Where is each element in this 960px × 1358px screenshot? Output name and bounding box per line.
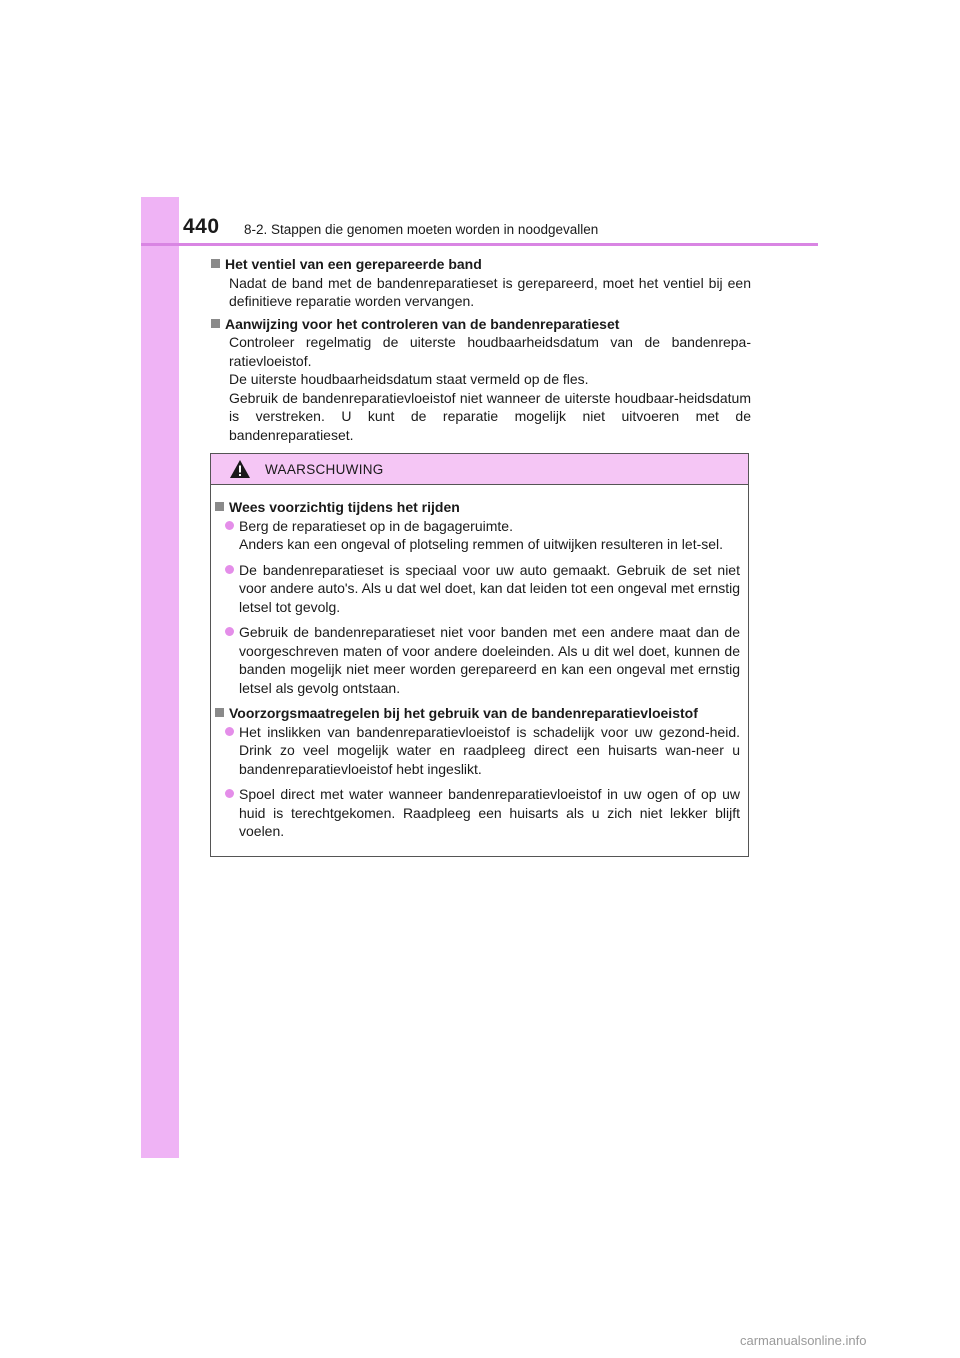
- dot-bullet-icon: [225, 727, 234, 736]
- warning-section-driving: [215, 498, 740, 697]
- warning-item-text: Het inslikken van bandenreparatievloeistof is schadelijk voor uw gezond-heid. Drink zo veel mogelijk water en raadpleeg direct een huisarts wan-neer u bandenreparatievloeistof hebt ingeslikt.: [239, 723, 740, 777]
- square-bullet-icon: [215, 502, 224, 511]
- section-kit-check: [211, 315, 751, 445]
- warning-box: [210, 453, 749, 857]
- warning-title: WAARSCHUWING: [265, 461, 384, 477]
- section-heading: Aanwijzing voor het controleren van de bandenreparatieset: [225, 315, 620, 332]
- section-body-line: De uiterste houdbaarheidsdatum staat vermeld op de fles.: [229, 371, 589, 387]
- warning-list-item: [225, 623, 740, 697]
- square-bullet-icon: [215, 708, 224, 717]
- dot-bullet-icon: [225, 627, 234, 636]
- square-bullet-icon: [211, 259, 220, 268]
- section-body: Nadat de band met de bandenreparatieset is gerepareerd, moet het ventiel bij een definitieve reparatie worden vervangen.: [229, 274, 751, 309]
- header-rule: [141, 243, 818, 246]
- square-bullet-icon: [211, 319, 220, 328]
- warning-section-fluid: [215, 704, 740, 841]
- section-body-line: Gebruik de bandenreparatievloeistof niet wanneer de uiterste houdbaar-heidsdatum is verstreken. U kunt de reparatie mogelijk niet uitvoeren met de bandenreparatieset.: [229, 389, 751, 443]
- warning-item-text: Spoel direct met water wanneer bandenreparatievloeistof in uw ogen of op uw huid is terechtgekomen. Raadpleeg een huisarts als u zich niet lekker blijft voelen.: [239, 786, 740, 839]
- warning-body: [211, 485, 748, 841]
- warning-section-heading: Voorzorgsmaatregelen bij het gebruik van de bandenreparatievloeistof: [229, 705, 698, 721]
- warning-item-text: Berg de reparatieset op in de bagageruimte.: [239, 517, 513, 534]
- side-color-band: [141, 197, 179, 1158]
- warning-header: [211, 454, 748, 485]
- warning-item-text: De bandenreparatieset is speciaal voor uw auto gemaakt. Gebruik de set niet voor andere auto's. Als u dat wel doet, kan dat leiden tot een ongeval met ernstig letsel tot gevolg.: [239, 561, 740, 615]
- section-title: 8-2. Stappen die genomen moeten worden in noodgevallen: [244, 222, 599, 237]
- section-body-line: Controleer regelmatig de uiterste houdbaarheidsdatum van de bandenrepa-ratievloeistof.: [229, 334, 751, 369]
- main-content: [211, 255, 751, 448]
- warning-list-item: [225, 785, 740, 841]
- warning-section-heading: Wees voorzichtig tijdens het rijden: [229, 499, 460, 515]
- warning-list-item: [225, 723, 740, 779]
- warning-list-item: [225, 561, 740, 617]
- dot-bullet-icon: [225, 565, 234, 574]
- dot-bullet-icon: [225, 521, 234, 530]
- section-heading: Het ventiel van een gerepareerde band: [225, 256, 482, 272]
- warning-item-text: Anders kan een ongeval of plotseling remmen of uitwijken resulteren in let-sel.: [239, 536, 724, 552]
- warning-triangle-icon: [229, 459, 251, 479]
- warning-item-text: Gebruik de bandenreparatieset niet voor banden met een andere maat dan de voorgeschreven maten of voor andere doeleinden. Als u dit wel doet, kunnen de banden mogelijk niet meer worden gerepareerd en kan een ongeval met ernstig letsel als gevolg ontstaan.: [239, 624, 740, 696]
- page-number: 440: [183, 215, 220, 238]
- warning-list-item: [225, 517, 740, 554]
- dot-bullet-icon: [225, 789, 234, 798]
- watermark: carmanualsonline.info: [740, 1333, 867, 1348]
- section-valve: [211, 255, 751, 311]
